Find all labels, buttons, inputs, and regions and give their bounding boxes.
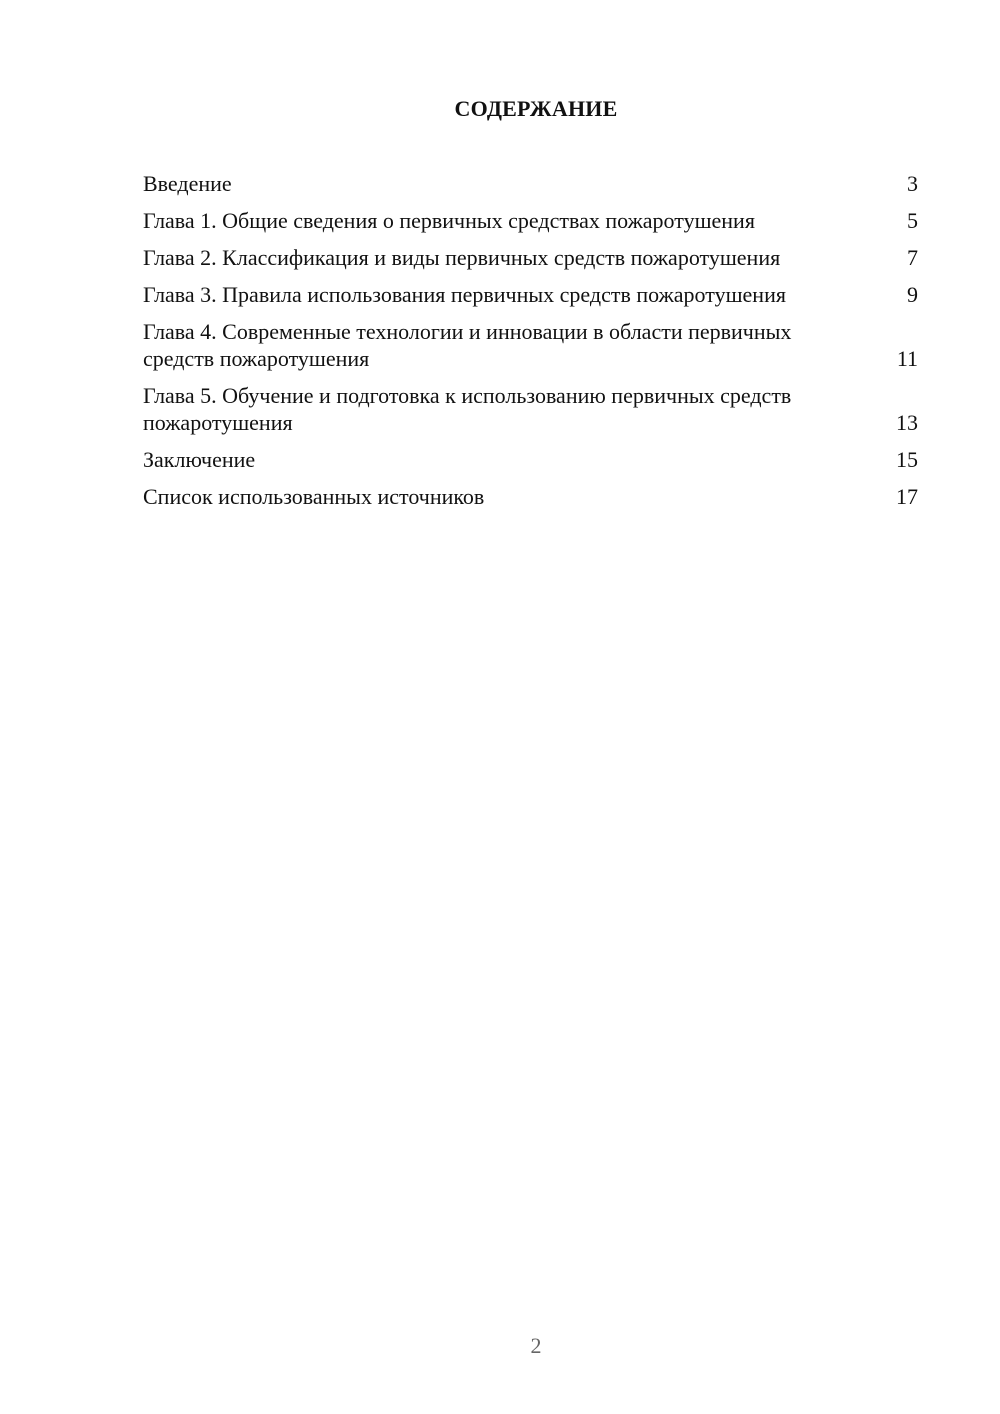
toc-entry-title: Глава 1. Общие сведения о первичных средствах пожаротушения [143,208,755,233]
page-title: СОДЕРЖАНИЕ [454,96,618,121]
toc-entry-page: 3 [907,171,918,196]
table-of-contents [143,170,918,520]
toc-entry-title: Глава 2. Классификация и виды первичных средств пожаротушения [143,245,781,270]
toc-entry-title: Глава 5. Обучение и подготовка к использованию первичных средств пожаротушения [143,383,792,435]
toc-entry-title: Глава 4. Современные технологии и инновации в области первичных средств пожаротушения [143,319,792,371]
toc-entry-page: 7 [907,245,918,270]
toc-entry-title: Список использованных источников [143,484,485,509]
toc-entry-title: Введение [143,171,232,196]
toc-entry [143,382,918,436]
toc-entry-page: 5 [907,208,918,233]
toc-entry-page: 13 [896,410,918,435]
page-number: 2 [530,1333,542,1358]
toc-entry [143,244,918,271]
toc-entry [143,446,918,473]
toc-entry-page: 17 [896,484,918,509]
toc-entry [143,318,918,372]
toc-entry [143,483,918,510]
toc-entry-page: 15 [896,447,918,472]
toc-entry-page: 11 [896,346,918,371]
toc-entry-page: 9 [907,282,918,307]
toc-entry [143,207,918,234]
toc-entry [143,281,918,308]
toc-entry-title: Заключение [143,447,256,472]
toc-entry-title: Глава 3. Правила использования первичных средств пожаротушения [143,282,786,307]
toc-entry [143,170,918,197]
